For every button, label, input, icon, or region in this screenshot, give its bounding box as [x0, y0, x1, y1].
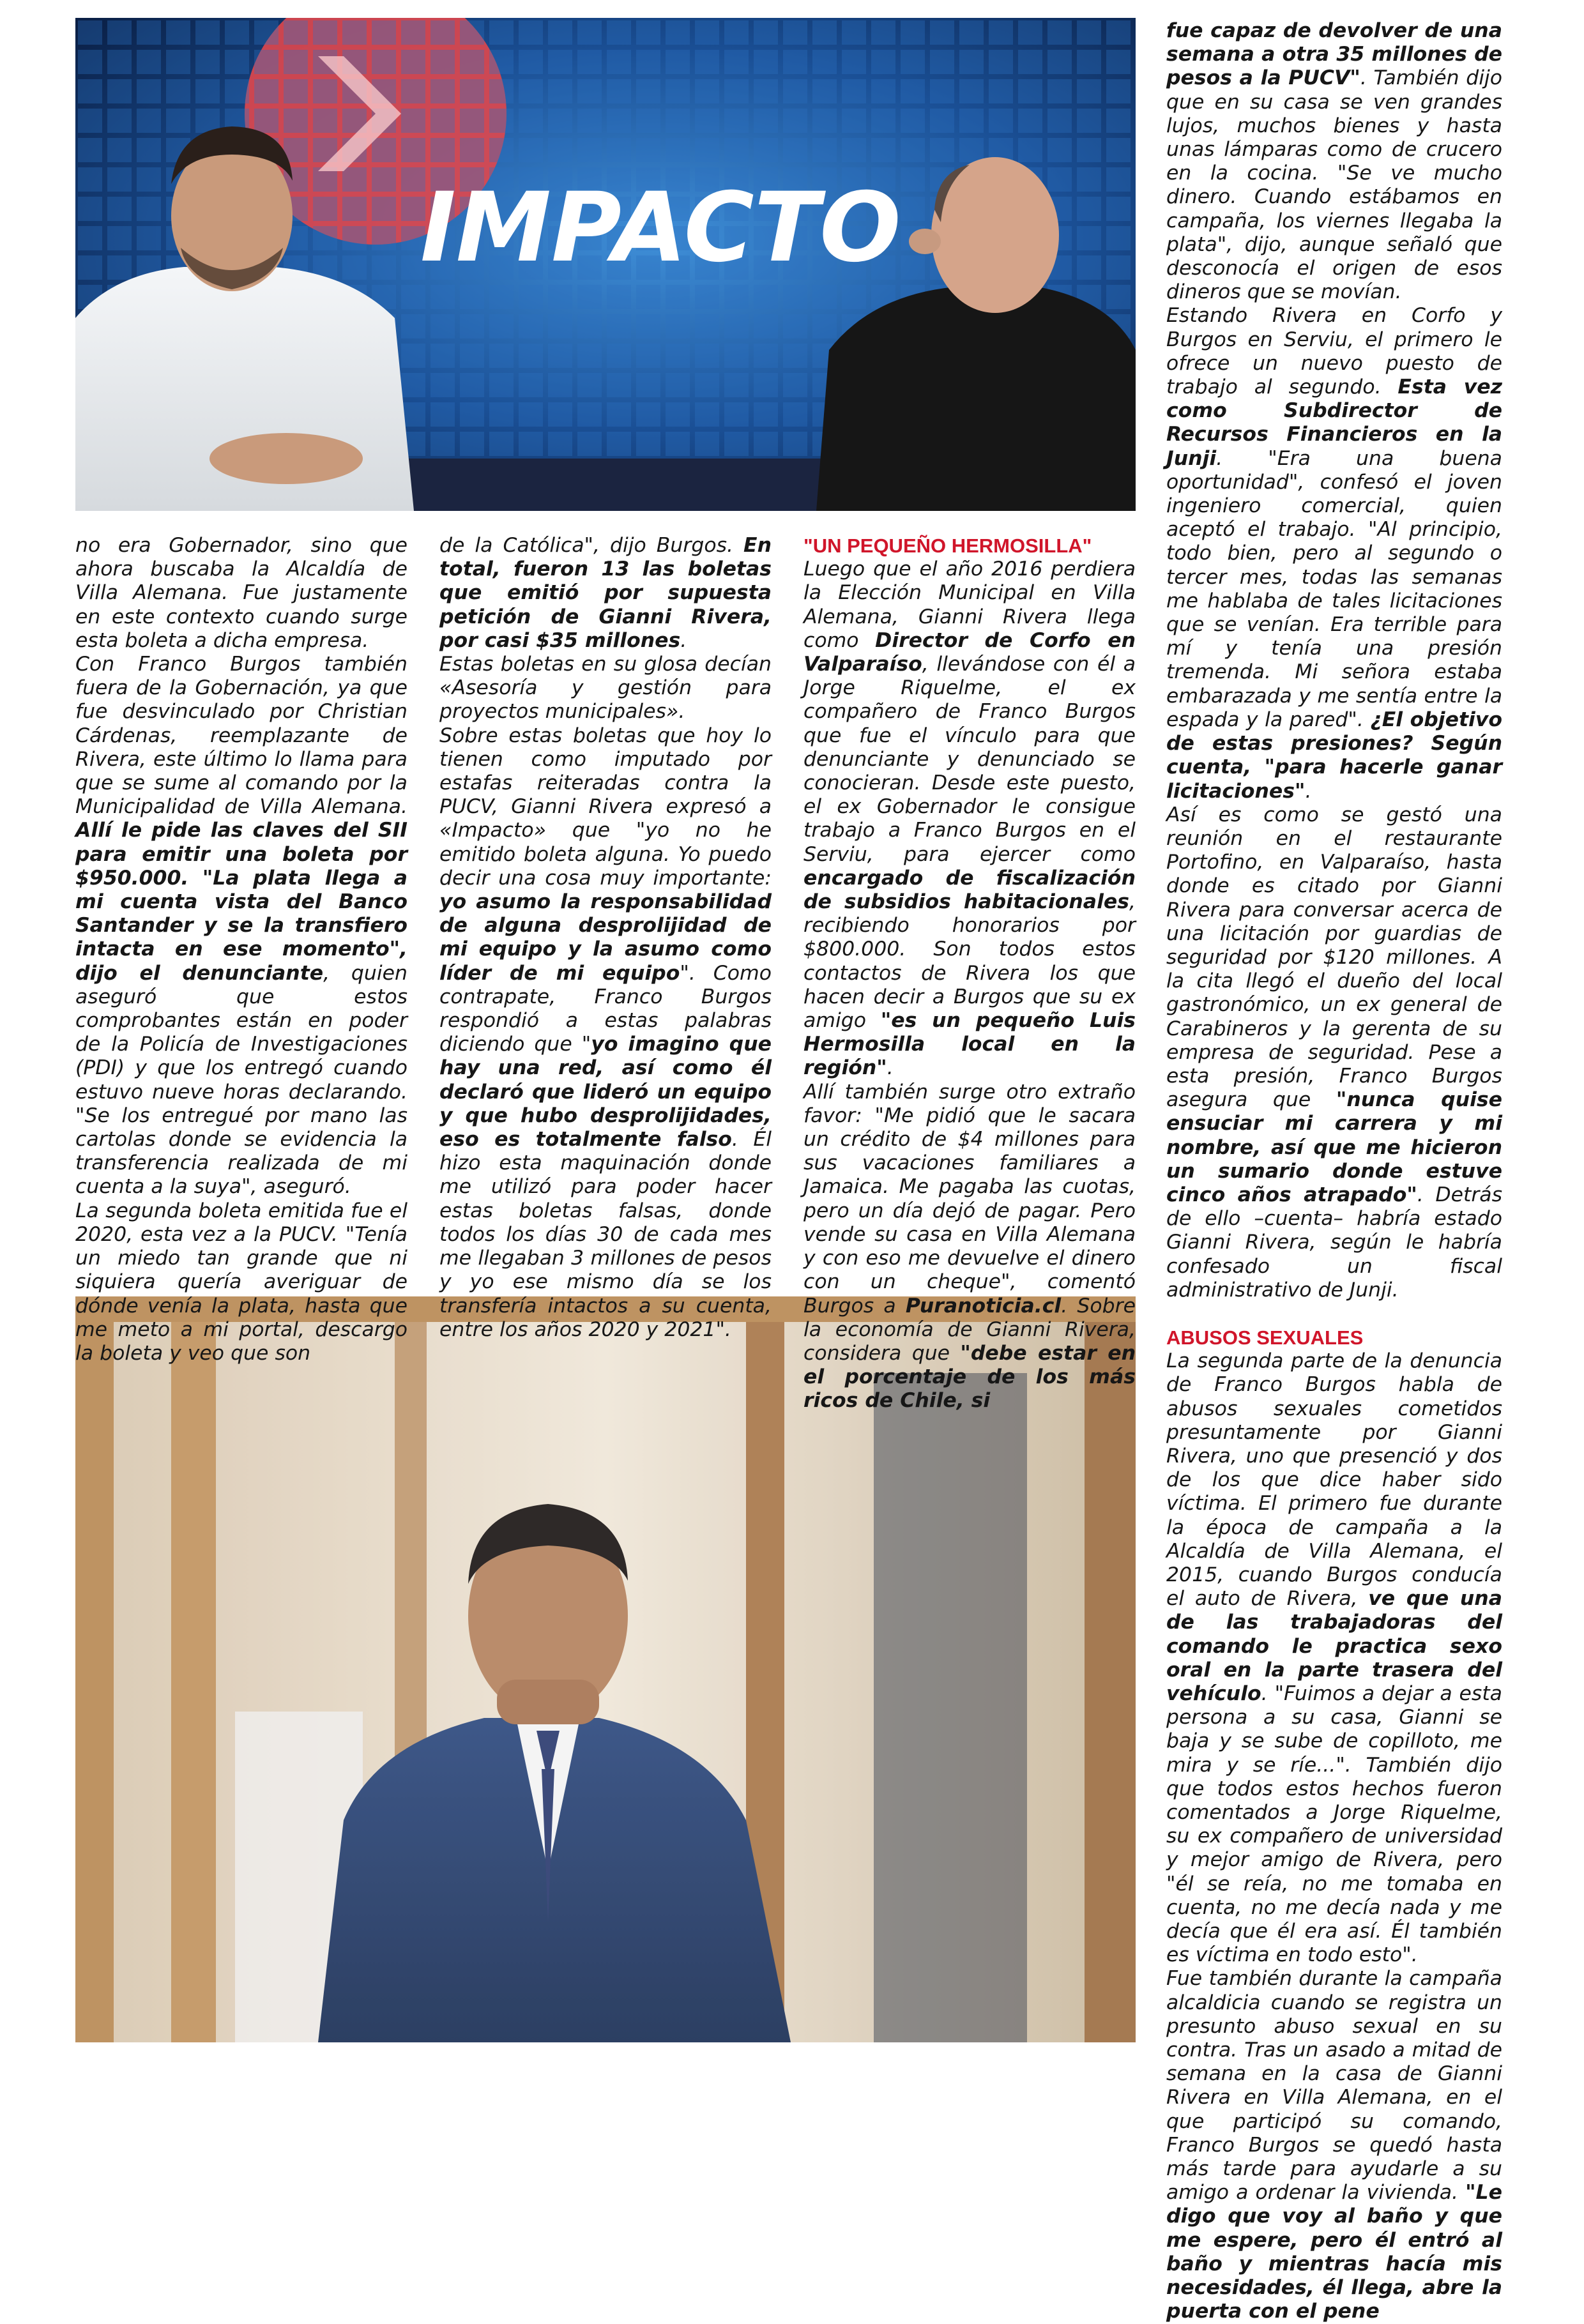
source-name: Puranoticia.cl	[905, 1294, 1062, 1318]
photo-tv-interview	[75, 18, 1136, 511]
article-column-2	[439, 534, 772, 1342]
bold-quote: yo imagino que hay una red, así como él declaró que lideró un equipo y que hubo desprolijidades, eso es totalmente falso	[439, 1033, 772, 1151]
bold-quote: "es un pequeño Luis Hermosilla local en la región"	[803, 1009, 1136, 1080]
bold-quote: fue capaz de devolver de una semana a otra 35 millones de pesos a la PUCV"	[1166, 19, 1502, 90]
col3-paragraph-1	[803, 558, 1136, 1080]
col4-paragraph-2	[1166, 304, 1502, 803]
text-run: Así es como se gestó una reunión en el restaurante Portofino, en Valparaíso, hasta donde es citado por Gianni Rivera para conversar acerca de una licitación por guardias de seguridad por $120 millones. A la cita llegó el dueño del local gastronómico, un ex general de Carabineros y la gerenta de su empresa de seguridad. Pese a esta presión, Franco Burgos asegura que	[1166, 803, 1502, 1112]
section-heading: "UN PEQUEÑO HERMOSILLA"	[803, 535, 1092, 557]
article-column-1	[75, 534, 407, 1365]
text-run: ". Como contrapate, Franco Burgos respondió a estas palabras diciendo que "	[439, 961, 772, 1056]
col3-paragraph-2	[803, 1081, 1136, 1413]
bold-text: ve que una de las trabajadoras del comando le practica sexo oral en la parte trasera del vehículo	[1166, 1587, 1502, 1706]
bold-text: Esta vez como Subdirector de Recursos Financieros en la Junji	[1166, 376, 1503, 470]
spacer	[1166, 1302, 1502, 1326]
text-run: Sobre estas boletas que hoy lo tienen como imputado por estafas reiteradas contra la PUCV, Gianni Rivera expresó a «Impacto» que "yo no he emitido boleta alguna. Yo puedo decir una cosa muy importante:	[439, 724, 772, 890]
bold-quote: "Le digo que voy al baño y que me espere, pero él entró al baño y mientras hacía mis necesidades, él llega, abre la puerta con el pene	[1166, 2181, 1502, 2323]
studio-logo-text: IMPACTO	[420, 172, 901, 284]
text-run: . Detrás de ello –cuenta– habría estado Gianni Rivera, según le habría confesado un fiscal administrativo de Junji.	[1166, 1183, 1502, 1302]
text-run: . "Fuimos a dejar a esta persona a su casa, Gianni se baja y se sube de copilloto, me mira y se ríe...". También dijo que todos estos hechos fueron comentados a Jorge Riquelme, su ex compañero de universidad y mejor amigo de Rivera, pero "él se reía, no me tomaba en cuenta, no me decía nada y me decía que él era así. Él también es víctima en todo esto".	[1166, 1682, 1502, 1967]
text-run: La segunda parte de la denuncia de Franco Burgos habla de abusos sexuales cometidos presuntamente por Gianni Rivera, uno que presenció y dos de los que dice haber sido víctima. El primero fue durante la época de campaña a la Alcaldía de Villa Alemana, el 2015, cuando Burgos conducía el auto de Rivera,	[1166, 1349, 1502, 1611]
col2-paragraph-1	[439, 534, 772, 653]
bold-quote: ¿El objetivo de estas presiones? Según cuenta, "para hacerle ganar licitaciones"	[1166, 708, 1502, 803]
bold-quote: "nunca quise ensuciar mi carrera y mi nombre, así que me hicieron un sumario donde estuve cinco años atrapado"	[1166, 1088, 1502, 1206]
text-run: . "Era una buena oportunidad", confesó el joven ingeniero comercial, quien aceptó el trabajo. "Al principio, todo bien, pero al segundo o tercer mes, todas las semanas me hablaba de tales licitaciones que se venían. Era terrible para mí y tenía una presión tremenda. Mi señora estaba embarazada y me sentía entre la espada y la pared".	[1166, 446, 1502, 731]
tv-studio-illustration	[75, 18, 1136, 511]
col2-paragraph-2: Estas boletas en su glosa decían «Asesoría y gestión para proyectos municipales».	[439, 653, 772, 724]
article-column-4	[1166, 19, 1502, 2324]
text-run: Luego que el año 2016 perdiera la Elección Municipal en Villa Alemana, Gianni Rivera llega como	[803, 558, 1136, 652]
text-run: Fue también durante la campaña alcaldicia cuando se registra un presunto abuso sexual en su contra. Tras un asado a mitad de semana en la casa de Gianni Rivera en Villa Alemana, en el que participó su comando, Franco Burgos se quedó hasta más tarde para ayudarle a su amigo a ordenar la vivienda.	[1166, 1967, 1502, 2205]
bold-text: encargado de fiscalización de subsidios habitacionales	[803, 866, 1136, 914]
text-run: .	[887, 1056, 894, 1080]
col4-paragraph-5	[1166, 1967, 1502, 2323]
text-run: Estando Rivera en Corfo y Burgos en Serviu, el primero le ofrece un nuevo puesto de trabajo al segundo.	[1166, 304, 1502, 399]
text-run: . Sobre la economía de Gianni Rivera, considera que	[803, 1294, 1136, 1365]
col1-paragraph-1: no era Gobernador, sino que ahora buscaba la Alcaldía de Villa Alemana. Fue justamente en este contexto cuando surge esta boleta a dicha empresa.	[75, 534, 407, 652]
text-run: .	[680, 628, 687, 652]
article-column-3	[803, 534, 1136, 1413]
text-run: , quien aseguró que estos comprobantes están en poder de la Policía de Investigaciones (PDI) y que los entregó cuando estuvo nueve horas declarando. "Se los entregué por mano las cartolas donde se evidencia la transferencia realizada de mi cuenta a la suya", aseguró.	[75, 961, 407, 1199]
text-run: .	[1305, 779, 1312, 803]
text-run: de la Católica", dijo Burgos.	[439, 534, 744, 557]
col4-paragraph-1	[1166, 19, 1502, 304]
bold-text: Director de Corfo en Valparaíso	[803, 628, 1136, 676]
section-heading: ABUSOS SEXUALES	[1166, 1326, 1364, 1349]
bold-quote: Allí le pide las claves del SII para emitir una boleta por $950.000. "La plata llega a mi cuenta vista del Banco Santander y se la transfiero intacta en ese momento", dijo el denunciante	[75, 819, 407, 985]
bold-quote: yo asumo la responsabilidad de alguna desprolijidad de mi equipo y la asumo como líder de mi equipo	[439, 890, 772, 985]
col1-paragraph-3: La segunda boleta emitida fue el 2020, esta vez a la PUCV. "Tenía un miedo tan grande que ni siquiera quería averiguar de dónde venía la plata, hasta que me meto a mi portal, descargo la boleta y veo que son	[75, 1199, 407, 1365]
text-run: . También dijo que en su casa se ven grandes lujos, muchos bienes y hasta unas lámparas como de crucero en la cocina. "Se ve mucho dinero. Cuando estábamos en campaña, los viernes llegaba la plata", dijo, aunque señaló que desconocía el origen de esos dineros que se movían.	[1166, 66, 1502, 304]
bold-quote: "debe estar en el porcentaje de los más ricos de Chile, si	[803, 1341, 1136, 1413]
col4-paragraph-3	[1166, 803, 1502, 1302]
col4-paragraph-4	[1166, 1349, 1502, 1967]
text-run: , llevándose con él a Jorge Riquelme, el ex compañero de Franco Burgos que fue el vínculo para que denunciante y denunciado se conocieran. Desde este puesto, el ex Gobernador le consigue trabajo a Franco Burgos en el Serviu, para ejercer como	[803, 653, 1136, 866]
text-run: Con Franco Burgos también fuera de la Gobernación, ya que fue desvinculado por Christian Cárdenas, reemplazante de Rivera, este último lo llama para que se sume al comando por la Municipalidad de Villa Alemana.	[75, 653, 407, 819]
bold-statement: En total, fueron 13 las boletas que emitió por supuesta petición de Gianni Rivera, por casi $35 millones	[439, 534, 772, 652]
col2-paragraph-3	[439, 724, 772, 1342]
text-run: Allí también surge otro extraño favor: "Me pidió que le sacara un crédito de $4 millones para sus vacaciones familiares a Jamaica. Me pagaba las cuotas, pero un día dejó de pagar. Pero vende su casa en Villa Alemana y con eso me devuelve el dinero con un cheque", comentó Burgos a	[803, 1080, 1136, 1318]
text-run: . Él hizo esta maquinación donde me utilizó para poder hacer estas boletas falsas, donde todos los días 30 de cada mes me llegaban 3 millones de pesos y yo ese mismo día se los transfería intactos a su cuenta, entre los años 2020 y 2021".	[439, 1128, 772, 1341]
col1-paragraph-2	[75, 653, 407, 1199]
text-run: , recibiendo honorarios por $800.000. Son todos estos contactos de Rivera los que hacen decir a Burgos que su ex amigo	[803, 890, 1136, 1033]
